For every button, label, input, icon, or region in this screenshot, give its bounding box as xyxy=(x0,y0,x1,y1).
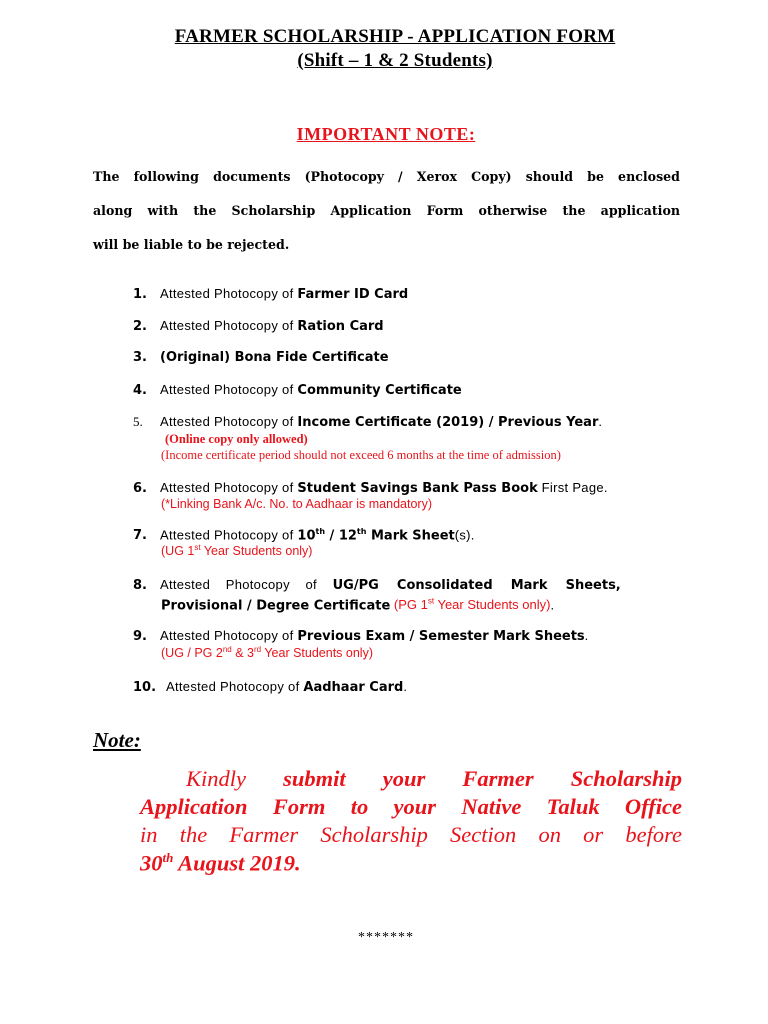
item-bold-text: Student Savings Bank Pass Book xyxy=(297,481,538,496)
note-deadline: 30th August 2019. xyxy=(140,850,301,876)
item-number: 3. xyxy=(133,350,147,365)
item-tail: . xyxy=(584,628,589,643)
document-item-9 xyxy=(133,628,589,644)
item-number: 5. xyxy=(133,414,143,429)
item-text: Attested Photocopy of xyxy=(160,577,333,592)
item-tail: . xyxy=(550,597,555,613)
item-text: Attested Photocopy of xyxy=(160,480,298,495)
document-item-7 xyxy=(133,527,475,543)
item-bold-text: Income Certificate (2019) / Previous Year xyxy=(297,415,599,430)
end-marker: ******* xyxy=(358,930,414,945)
item-number: 4. xyxy=(133,383,147,398)
note-line-3: in the Farmer Scholarship Section on or before xyxy=(140,822,682,847)
item-bold-text: 10 xyxy=(297,528,316,544)
document-item-3 xyxy=(133,349,389,365)
item-number: 10. xyxy=(133,680,157,695)
document-item-10 xyxy=(133,679,407,695)
item-bold-text: Aadhaar Card xyxy=(303,680,404,695)
item-number: 9. xyxy=(133,629,147,644)
document-item-1 xyxy=(133,286,408,302)
document-item-5 xyxy=(133,414,602,430)
item-superscript: th xyxy=(315,527,326,536)
note-line-1: Kindly submit your Farmer Scholarship xyxy=(186,766,683,791)
document-item-8 xyxy=(133,577,680,593)
item-number: 6. xyxy=(133,481,147,496)
document-item-2 xyxy=(133,318,384,334)
note-line-2: Application Form to your Native Taluk Office xyxy=(140,794,682,819)
item-number: 7. xyxy=(133,528,147,544)
item-tail: . xyxy=(598,414,603,429)
item-number: 2. xyxy=(133,319,147,334)
item-5-note-online: (Online copy only allowed) xyxy=(165,432,308,446)
item-text: Attested Photocopy of xyxy=(160,318,298,333)
item-tail: . xyxy=(403,679,408,694)
document-item-6 xyxy=(133,480,608,496)
item-bold-text: Mark Sheet xyxy=(366,528,455,544)
item-5-note-period: (Income certificate period should not exceed 6 months at the time of admission) xyxy=(161,448,561,462)
item-bold-text: (Original) Bona Fide Certificate xyxy=(160,350,389,365)
item-bold-text: / 12 xyxy=(325,528,357,544)
item-bold-text: Community Certificate xyxy=(297,383,462,398)
item-6-note: (*Linking Bank A/c. No. to Aadhaar is mandatory) xyxy=(161,497,432,511)
form-title: FARMER SCHOLARSHIP - APPLICATION FORM xyxy=(174,26,616,47)
item-tail: (s). xyxy=(454,527,475,543)
item-bold-text: Previous Exam / Semester Mark Sheets xyxy=(297,629,585,644)
item-text: Attested Photocopy of xyxy=(160,382,298,397)
important-note-heading: IMPORTANT NOTE: xyxy=(296,124,476,144)
item-text: Attested Photocopy of xyxy=(160,527,298,543)
item-number: 8. xyxy=(133,578,147,593)
item-tail: First Page. xyxy=(537,480,608,495)
item-text: Attested Photocopy of xyxy=(160,628,298,643)
item-9-note: (UG / PG 2nd & 3rd Year Students only) xyxy=(161,645,373,661)
document-item-8-line-2 xyxy=(161,597,554,613)
instruction-line-2: along with the Scholarship Application Form otherwise the application xyxy=(93,203,680,218)
note-heading: Note: xyxy=(93,728,141,752)
form-subtitle: (Shift – 1 & 2 Students) xyxy=(297,50,493,71)
item-superscript: th xyxy=(356,527,367,536)
item-bold-text: Ration Card xyxy=(297,319,384,334)
instruction-line-3: will be liable to be rejected. xyxy=(93,237,290,252)
instruction-line-1: The following documents (Photocopy / Xerox Copy) should be enclosed xyxy=(93,169,680,184)
item-7-note: (UG 1st Year Students only) xyxy=(161,543,313,559)
item-bold-text: Provisional / Degree Certificate xyxy=(161,598,391,614)
item-text: Attested Photocopy of xyxy=(160,414,298,429)
item-number: 1. xyxy=(133,287,147,302)
item-text: Attested Photocopy of xyxy=(160,286,298,301)
item-text: Attested Photocopy of xyxy=(166,679,304,694)
item-8-note: (PG 1st Year Students only) xyxy=(390,597,551,613)
item-bold-text: UG/PG Consolidated Mark Sheets, xyxy=(332,578,621,593)
document-item-4 xyxy=(133,382,462,398)
item-bold-text: Farmer ID Card xyxy=(297,287,409,302)
